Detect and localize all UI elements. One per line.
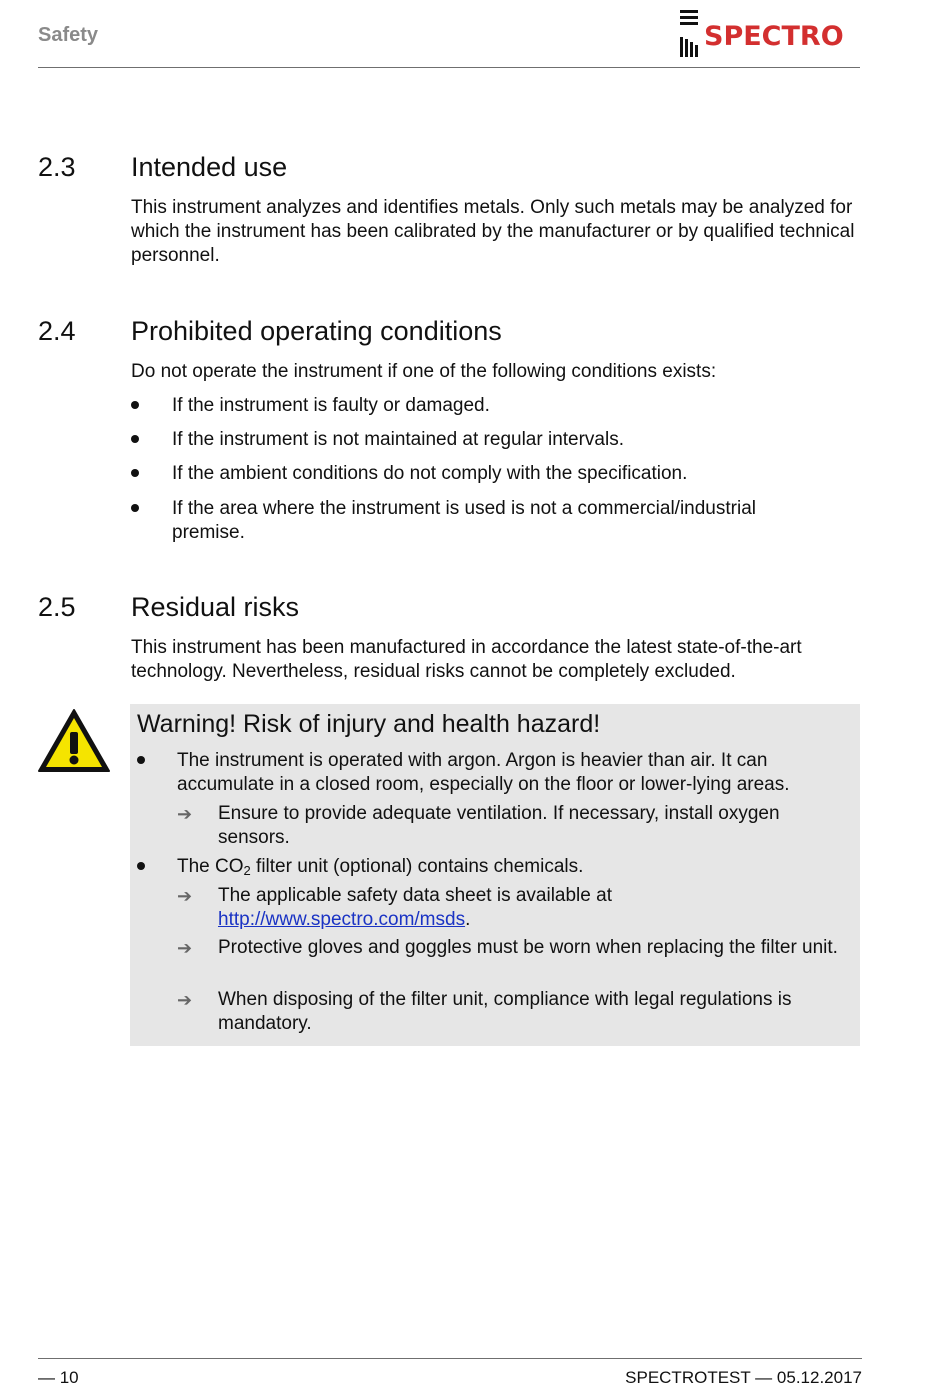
footer-rule [38, 1358, 862, 1359]
section-title: Residual risks [131, 592, 300, 622]
warning-subitem: When disposing of the filter unit, compliance with legal regulations is mandatory. [218, 989, 792, 1034]
section-title: Prohibited operating conditions [131, 316, 502, 346]
warning-triangle-icon [37, 708, 111, 774]
bullet-icon [137, 862, 147, 872]
msds-link[interactable]: http://www.spectro.com/msds [218, 909, 466, 930]
header-rule [38, 67, 860, 68]
section-number: 2.5 [38, 592, 76, 622]
section-paragraph: This instrument has been manufactured in accordance the latest state-of-the-art technology. Nevertheless, residual risks cannot be completely excluded. [131, 637, 802, 682]
arrow-right-icon: ➔ [177, 938, 193, 958]
bullet-icon [131, 401, 141, 411]
page-number: — 10 [38, 1368, 79, 1387]
bullet-icon [131, 504, 141, 514]
warning-title: Warning! Risk of injury and health hazard! [137, 710, 601, 738]
section-paragraph: This instrument analyzes and identifies metals. Only such metals may be analyzed for which the instrument has been calibrated by the manufacturer or by qualified technical personnel. [131, 197, 855, 266]
list-item: If the ambient conditions do not comply with the specification. [172, 463, 688, 484]
svg-text:SPECTRO: SPECTRO [704, 21, 844, 52]
warning-subitem: Protective gloves and goggles must be worn when replacing the filter unit. [218, 937, 838, 958]
warning-item: The instrument is operated with argon. Argon is heavier than air. It can accumulate in a closed room, especially on the floor or lower-lying areas. [177, 750, 790, 795]
arrow-right-icon: ➔ [177, 886, 193, 906]
arrow-right-icon: ➔ [177, 804, 193, 824]
bullet-icon [131, 435, 141, 445]
list-item: If the instrument is not maintained at regular intervals. [172, 429, 625, 450]
section-title: Intended use [131, 152, 288, 182]
warning-subitem: Ensure to provide adequate ventilation. If necessary, install oxygen sensors. [218, 803, 780, 848]
bullet-icon [137, 756, 147, 766]
section-paragraph: Do not operate the instrument if one of the following conditions exists: [131, 361, 717, 382]
spectro-logo [678, 8, 860, 60]
list-item: If the instrument is faulty or damaged. [172, 395, 490, 416]
running-header-title: Safety [38, 24, 99, 46]
warning-subitem: The applicable safety data sheet is available at http://www.spectro.com/msds. [218, 885, 612, 930]
document-id: SPECTROTEST — 05.12.2017 [625, 1368, 862, 1387]
list-item: If the area where the instrument is used is not a commercial/industrial premise. [172, 498, 756, 543]
bullet-icon [131, 469, 141, 479]
section-number: 2.3 [38, 152, 76, 182]
arrow-right-icon: ➔ [177, 990, 193, 1010]
warning-item: The $CO_2$ filter unit (optional) contains chemicals. [177, 856, 584, 878]
section-number: 2.4 [38, 316, 76, 346]
